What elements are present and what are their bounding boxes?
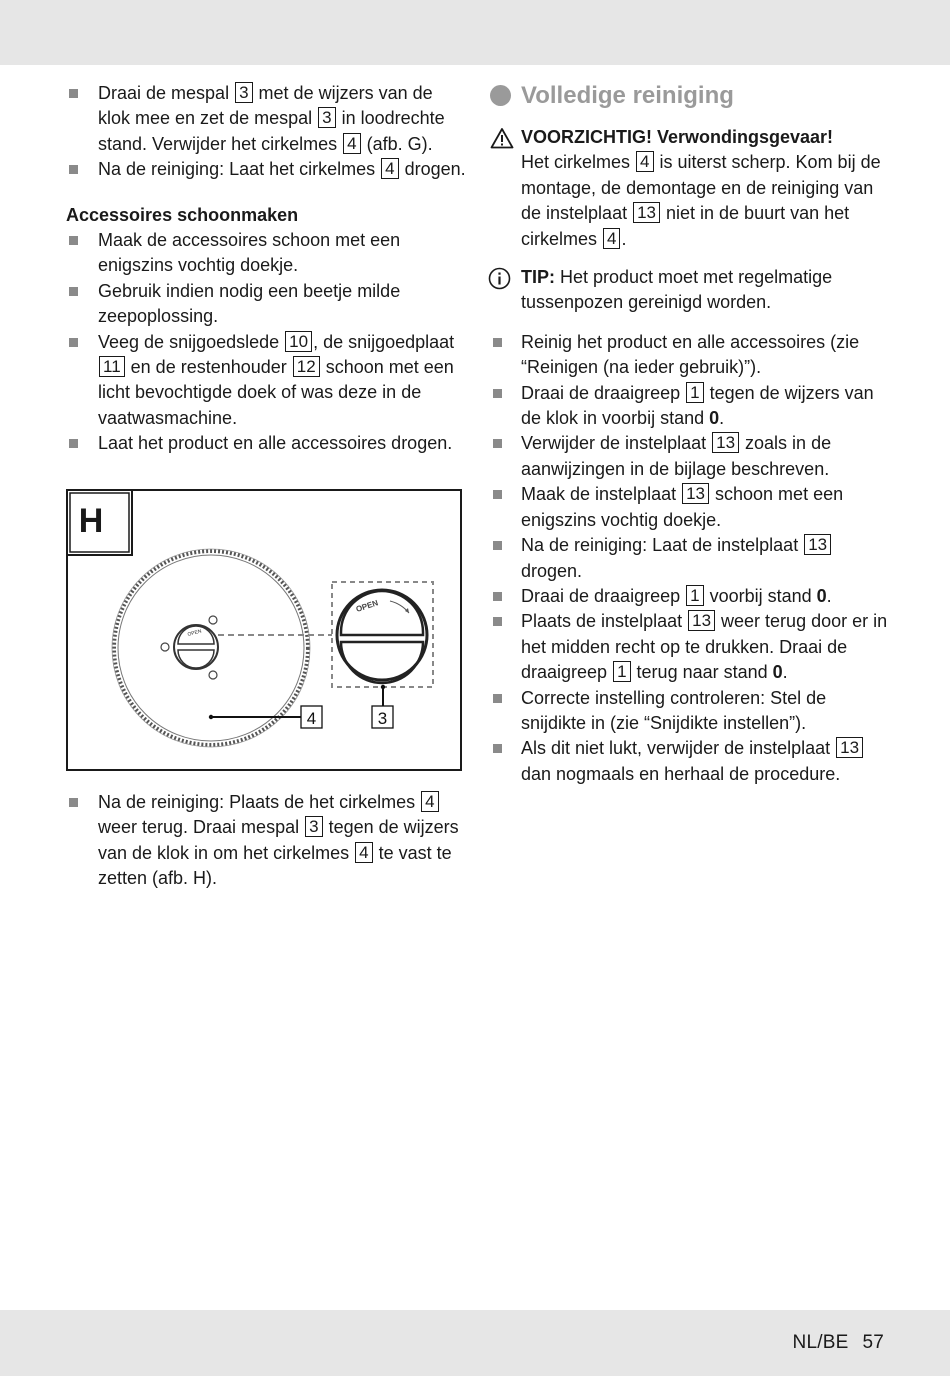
list-item: Draai de draaigreep 1 voorbij stand 0. <box>490 584 890 609</box>
list-item: Reinig het product en alle accessoires (zie “Reinigen (na ieder gebruik)”). <box>490 330 890 381</box>
part-number: 12 <box>293 356 320 377</box>
bullet-list-accessories <box>66 228 466 457</box>
bullet-list-right <box>490 330 890 787</box>
part-number: 1 <box>613 661 630 682</box>
part-number: 11 <box>99 356 125 377</box>
part-number: 13 <box>804 534 831 555</box>
list-item: Veeg de snijgoedslede 10 , de snijgoedplaat 11 en de restenhouder 12 schoon met een licht bevochtigde doek of was deze in de vaatwasmachine. <box>66 330 466 432</box>
page-footer <box>793 1332 884 1354</box>
svg-text:OPEN: OPEN <box>354 598 380 614</box>
bullet-dot-icon <box>490 85 511 106</box>
part-number: 4 <box>636 151 653 172</box>
right-column <box>490 81 890 787</box>
list-item: Na de reiniging: Plaats de het cirkelmes 4 weer terug. Draai mespal 3 tegen de wijzers van de klok in om het cirkelmes 4 te vast te zetten (afb. H). <box>66 790 466 892</box>
tip-title: TIP: <box>521 267 555 288</box>
bullet-list-bottom <box>66 790 466 892</box>
part-number: 13 <box>836 737 863 758</box>
left-column <box>66 81 466 457</box>
list-item: Draai de mespal 3 met de wijzers van de klok mee en zet de mespal 3 in loodrechte stand. Verwijder het cirkelmes 4 (afb. G). <box>66 81 466 157</box>
figure-h <box>66 489 462 771</box>
part-number: 1 <box>686 585 703 606</box>
accessories-heading: Accessoires schoonmaken <box>66 204 299 225</box>
svg-text:OPEN: OPEN <box>186 628 203 638</box>
list-item: Maak de instelplaat 13 schoon met een enigszins vochtig doekje. <box>490 482 890 533</box>
part-number: 13 <box>712 432 739 453</box>
figure-label: H <box>78 502 104 540</box>
tip-block <box>490 265 890 316</box>
list-item: Correcte instelling controleren: Stel de snijdikte in (zie “Snijdikte instellen”). <box>490 686 890 737</box>
part-number: 3 <box>318 107 335 128</box>
part-number: 4 <box>355 842 372 863</box>
section-heading: Volledige reiniging <box>490 81 890 111</box>
part-number: 4 <box>421 791 438 812</box>
part-number: 13 <box>688 610 715 631</box>
list-item: Na de reiniging: Laat het cirkelmes 4 drogen. <box>66 157 466 182</box>
part-number: 13 <box>633 202 660 223</box>
list-item: Laat het product en alle accessoires drogen. <box>66 431 466 456</box>
blade-knob-icon <box>337 590 427 683</box>
list-item: Als dit niet lukt, verwijder de instelplaat 13 dan nogmaals en herhaal de procedure. <box>490 736 890 787</box>
language-code: NL/BE <box>792 1332 849 1353</box>
list-item: Maak de accessoires schoon met een enigszins vochtig doekje. <box>66 228 466 279</box>
part-number: 4 <box>603 228 620 249</box>
info-icon <box>488 267 511 290</box>
list-item: Draai de draaigreep 1 tegen de wijzers van de klok in voorbij stand 0. <box>490 381 890 432</box>
left-column-bottom <box>66 790 466 892</box>
warning-title: VOORZICHTIG! Verwondingsgevaar! <box>521 127 834 147</box>
tip-text: Het product moet met regelmatige tussenpozen gereinigd worden. <box>521 267 833 313</box>
list-item: Plaats de instelplaat 13 weer terug door er in het midden recht op te drukken. Draai de draaigreep 1 terug naar stand 0. <box>490 609 890 685</box>
callout-knob: 3 <box>377 709 388 728</box>
part-number: 13 <box>682 483 709 504</box>
warning-text: Het cirkelmes 4 is uiterst scherp. Kom bij de montage, de demontage en de reiniging van de instelplaat 13 niet in de buurt van het cirkelmes 4 . <box>521 152 881 249</box>
part-number: 10 <box>285 331 312 352</box>
part-number: 3 <box>235 82 252 103</box>
part-number: 1 <box>686 382 703 403</box>
warning-triangle-icon <box>490 127 514 149</box>
page-number: 57 <box>862 1332 884 1353</box>
bullet-list-top <box>66 81 466 183</box>
part-number: 4 <box>381 158 398 179</box>
list-item: Verwijder de instelplaat 13 zoals in de aanwijzingen in de bijlage beschreven. <box>490 431 890 482</box>
callout-blade: 4 <box>306 709 317 728</box>
warning-block <box>490 125 890 252</box>
header-bar <box>0 0 950 65</box>
part-number: 4 <box>343 133 360 154</box>
list-item: Na de reiniging: Laat de instelplaat 13 drogen. <box>490 533 890 584</box>
part-number: 3 <box>305 816 322 837</box>
list-item: Gebruik indien nodig een beetje milde zeepoplossing. <box>66 279 466 330</box>
